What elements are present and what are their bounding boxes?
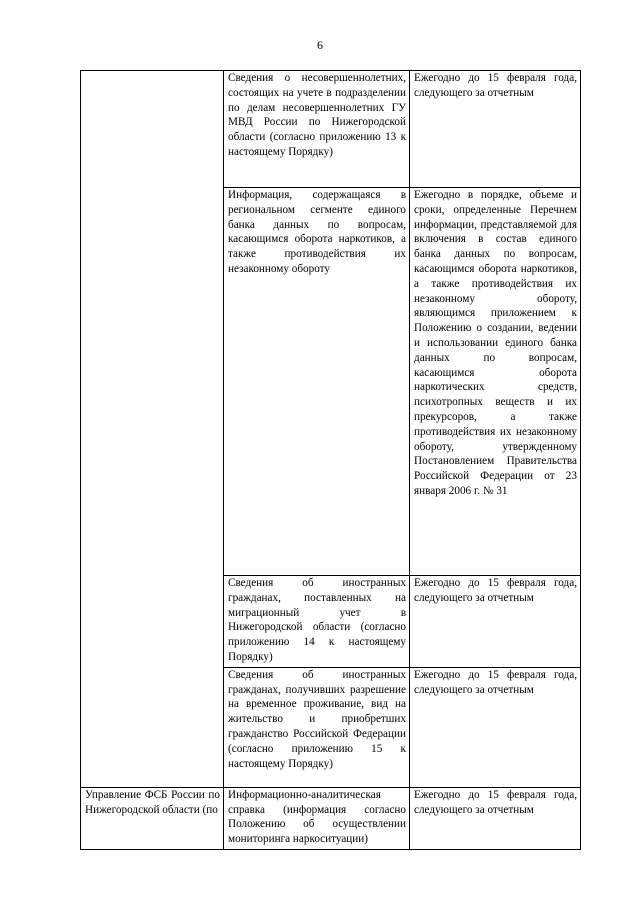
schedule-text: Ежегодно до 15 февраля года, следующего за отчетным bbox=[414, 788, 577, 816]
page-number: 6 bbox=[317, 38, 323, 52]
reporting-table bbox=[80, 70, 581, 850]
schedule-cell bbox=[410, 576, 581, 668]
schedule-text: Ежегодно до 15 февраля года, следующего за отчетным bbox=[414, 72, 577, 99]
info-text: Информация, содержащаяся в региональном сегменте единого банка данных по вопросам, касающимся оборота наркотиков, а также противодействия их незаконному обороту bbox=[228, 189, 406, 275]
info-cell bbox=[224, 188, 410, 576]
schedule-text: Ежегодно в порядке, объеме и сроки, определенные Перечнем информации, представляемой для включения в состав единого банка данных по вопросам, касающимся оборота наркотиков, а также противодействия их незаконному обороту, являющимся приложением к Положению о создании, ведении и использовании единого банка данных по вопросам, касающимся оборота наркотических средств, психотропных веществ и их прекурсоров, а также противодействия их незаконному обороту, утвержденному Постановлением Правительства Российской Федерации от 23 января 2006 г. № 31 bbox=[414, 189, 577, 497]
schedule-cell bbox=[410, 71, 581, 188]
info-text: Сведения о несовершеннолетних, состоящих на учете в подразделении по делам несовершеннолетних ГУ МВД России по Нижегородской области (согласно приложению 13 к настоящему Порядку) bbox=[228, 72, 406, 158]
info-text: Сведения об иностранных гражданах, получивших разрешение на временное проживание, вид на жительство и приобретших гражданство Российской Федерации (согласно приложению 15 к настоящему Порядку) bbox=[228, 668, 406, 770]
table-row bbox=[81, 71, 581, 188]
schedule-cell bbox=[410, 188, 581, 576]
schedule-text: Ежегодно до 15 февраля года, следующего за отчетным bbox=[414, 577, 577, 604]
schedule-cell bbox=[410, 667, 581, 787]
info-cell bbox=[224, 667, 410, 787]
table-row bbox=[81, 787, 581, 849]
schedule-cell bbox=[410, 787, 581, 849]
info-cell bbox=[224, 787, 410, 849]
org-cell bbox=[81, 787, 224, 849]
info-text: Сведения об иностранных гражданах, поставленных на миграционный учет в Нижегородской области (согласно приложению 14 к настоящему Порядку) bbox=[228, 577, 406, 663]
schedule-text: Ежегодно до 15 февраля года, следующего за отчетным bbox=[414, 668, 577, 696]
info-text: Информационно-аналитическая справка (информация согласно Положению об осуществлении мониторинга наркоситуации) bbox=[228, 788, 406, 846]
info-cell bbox=[224, 71, 410, 188]
info-cell bbox=[224, 576, 410, 668]
org-cell bbox=[81, 71, 224, 788]
org-text: Управление ФСБ России по Нижегородской области (по bbox=[85, 788, 220, 816]
